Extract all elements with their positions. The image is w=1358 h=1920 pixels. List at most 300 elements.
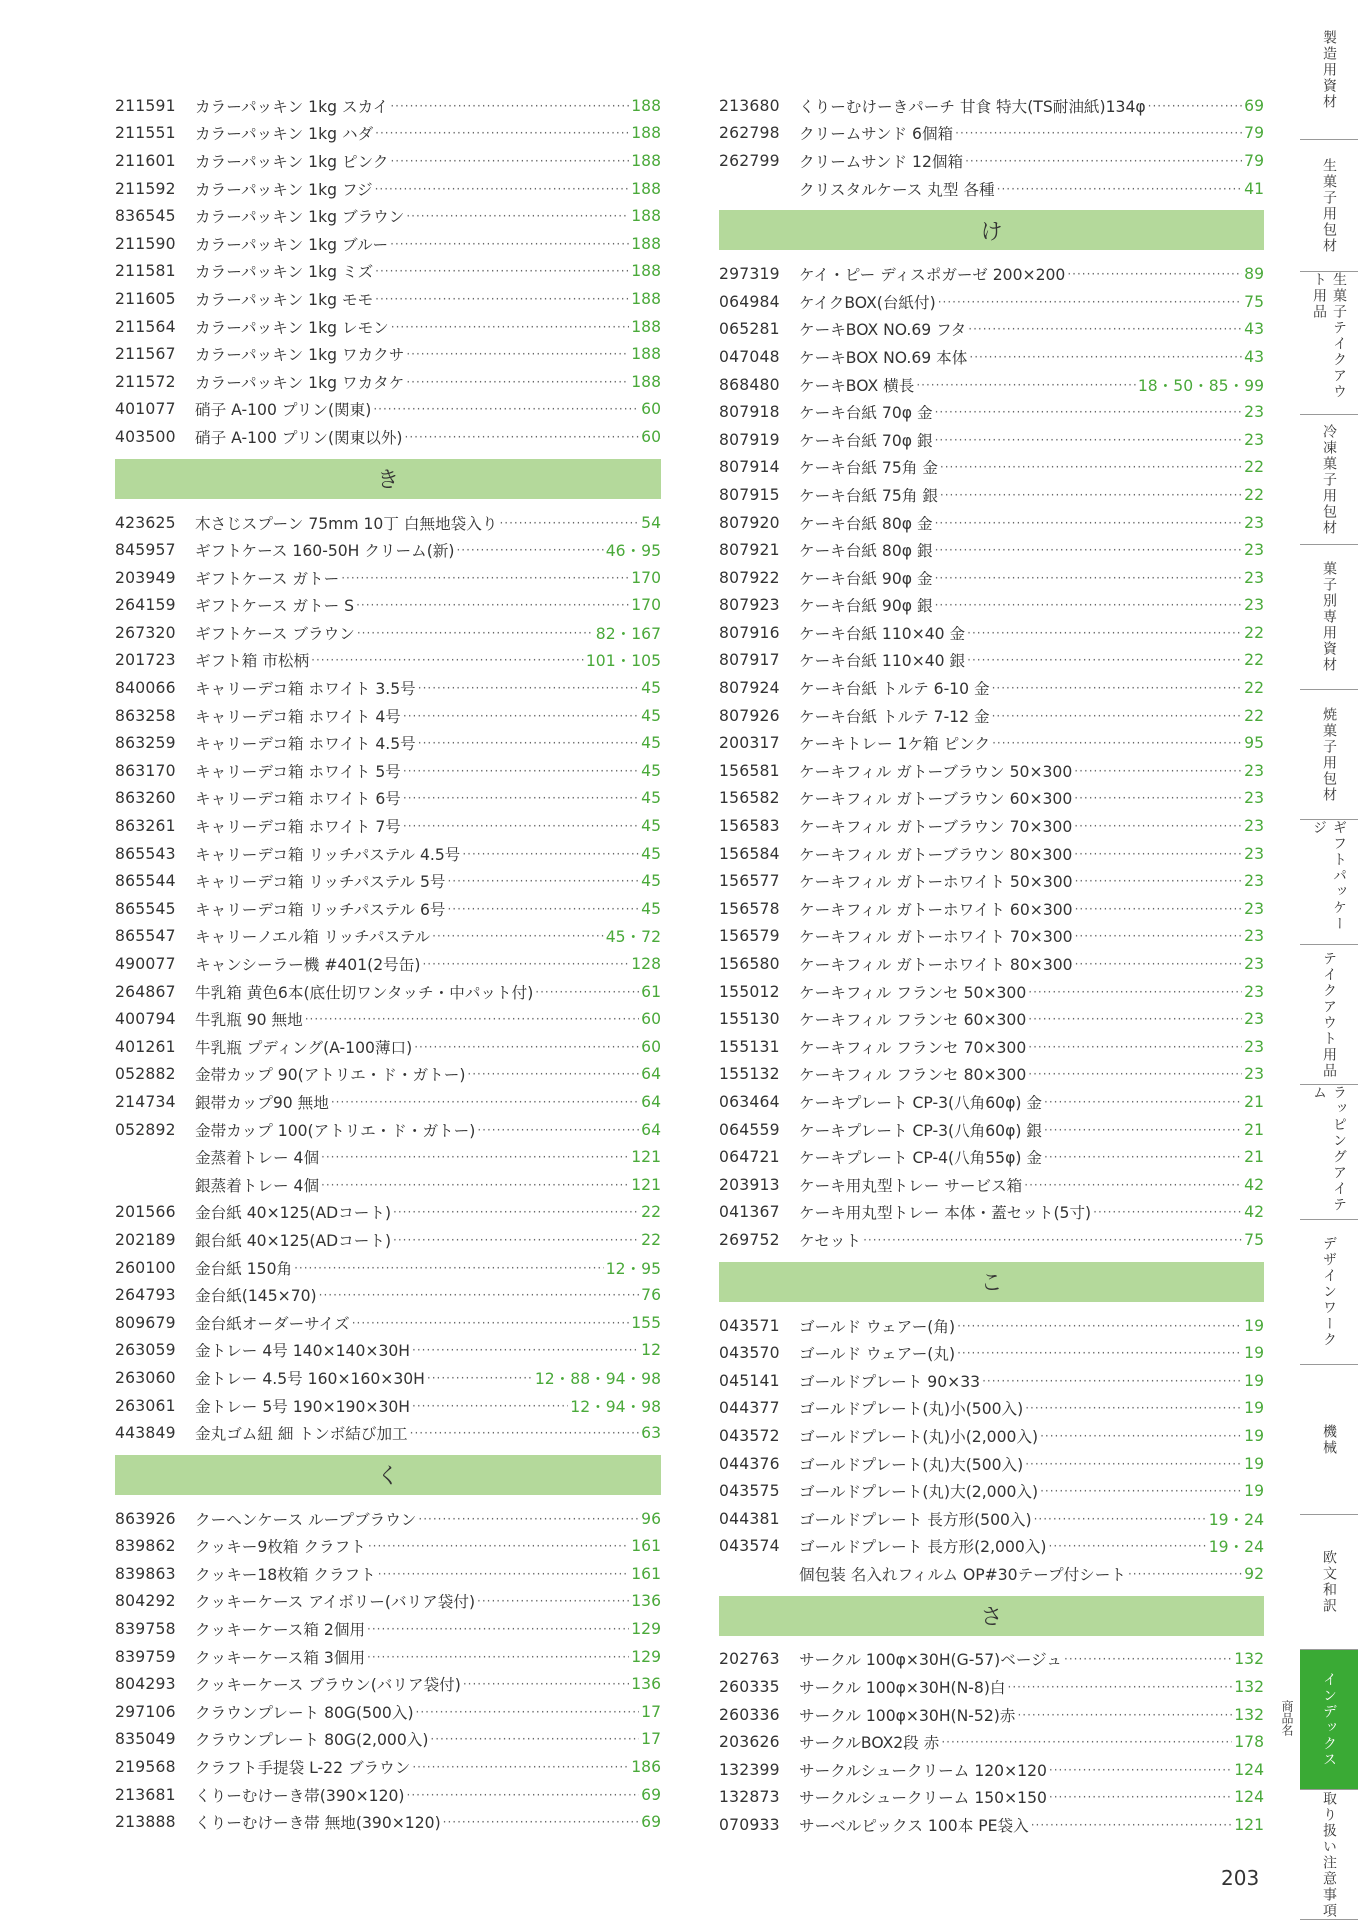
page-reference: 23	[1244, 899, 1264, 918]
page-reference: 75	[1244, 292, 1264, 311]
page-reference: 188	[631, 151, 661, 170]
index-entry	[115, 1364, 661, 1392]
product-code: 260335	[719, 1678, 780, 1697]
index-entry	[719, 1533, 1264, 1561]
product-code: 211567	[115, 345, 176, 364]
dot-leader	[477, 1123, 639, 1137]
dot-leader	[406, 375, 629, 389]
page-reference: 188	[631, 345, 661, 364]
product-name: ゴールドプレート 90×33	[799, 1372, 981, 1391]
product-name: ケーキ台紙 90φ 金	[799, 569, 933, 588]
product-name: キャリーデコ箱 ホワイト 4.5号	[195, 735, 416, 754]
section-tab-label: ギフトパッケージ	[1311, 820, 1347, 932]
dot-leader	[1044, 1095, 1242, 1109]
page-reference: 161	[631, 1564, 661, 1583]
product-code: 156578	[719, 899, 780, 918]
dot-leader	[1025, 1401, 1242, 1415]
dot-leader	[863, 1233, 1242, 1247]
index-entry	[719, 1367, 1264, 1395]
page-reference: 43	[1244, 347, 1264, 366]
product-code: 211581	[115, 262, 176, 281]
dot-leader	[969, 350, 1242, 364]
dot-leader	[367, 1622, 629, 1636]
dot-leader	[391, 320, 629, 334]
dot-leader	[916, 378, 1136, 392]
page-reference: 19	[1244, 1426, 1264, 1445]
index-entry	[115, 368, 661, 396]
section-tab[interactable]	[1300, 1790, 1358, 1920]
index-entry	[115, 1337, 661, 1365]
product-code: 155130	[719, 1010, 780, 1029]
product-code: 156579	[719, 927, 780, 946]
product-code: 211592	[115, 179, 176, 198]
index-entry	[719, 316, 1264, 344]
product-code: 203913	[719, 1175, 780, 1194]
index-entry	[719, 1701, 1264, 1729]
section-tab-label: インデックス	[1321, 1671, 1337, 1768]
page-reference: 23	[1244, 817, 1264, 836]
section-tab[interactable]	[1300, 1515, 1358, 1650]
page-reference: 23	[1244, 430, 1264, 449]
product-code: 070933	[719, 1816, 780, 1835]
page-reference: 22	[1244, 651, 1264, 670]
product-code: 202189	[115, 1230, 176, 1249]
page-reference: 45	[641, 817, 661, 836]
index-entry	[115, 1171, 661, 1199]
product-name: キャリーデコ箱 ホワイト 4号	[195, 707, 401, 726]
product-code: 156581	[719, 761, 780, 780]
page-reference: 17	[641, 1730, 661, 1749]
product-code: 203949	[115, 568, 176, 587]
index-entry	[115, 396, 661, 424]
dot-leader	[367, 1650, 629, 1664]
dot-leader	[403, 819, 639, 833]
section-tab[interactable]	[1300, 140, 1358, 272]
index-entry	[719, 1088, 1264, 1116]
product-code: 213681	[115, 1785, 176, 1804]
index-entry	[719, 923, 1264, 951]
product-code: 863259	[115, 734, 176, 753]
product-code: 836545	[115, 207, 176, 226]
page-reference: 19	[1244, 1482, 1264, 1501]
dot-leader	[375, 126, 629, 140]
section-tab[interactable]	[1300, 0, 1358, 140]
dot-leader	[957, 1319, 1242, 1333]
index-entry	[719, 1226, 1264, 1254]
index-entry	[115, 175, 661, 203]
page-reference: 45・72	[605, 928, 661, 947]
product-name: ケーキプレート CP-3(八角60φ) 銀	[799, 1121, 1043, 1140]
dot-leader	[447, 902, 639, 916]
product-code: 043571	[719, 1316, 780, 1335]
dot-leader	[405, 430, 640, 444]
page-reference: 124	[1234, 1788, 1264, 1807]
page-reference: 23	[1244, 789, 1264, 808]
index-entry	[719, 1143, 1264, 1171]
page-reference: 64	[641, 1092, 661, 1111]
product-code: 045141	[719, 1371, 780, 1390]
index-entry	[115, 1033, 661, 1061]
section-tab[interactable]	[1300, 1650, 1358, 1790]
page-reference: 136	[631, 1592, 661, 1611]
product-code: 201723	[115, 651, 176, 670]
product-name: クッキーケース ブラウン(バリア袋付)	[195, 1676, 461, 1695]
section-header: き	[115, 459, 661, 499]
section-tab-label: デザインワーク	[1321, 1236, 1337, 1348]
dot-leader	[499, 516, 639, 530]
product-code: 809679	[115, 1313, 176, 1332]
dot-leader	[341, 571, 629, 585]
page-reference: 170	[631, 596, 661, 615]
index-entry	[719, 950, 1264, 978]
product-name: ケーキ台紙 80φ 金	[799, 514, 933, 533]
product-name: ケーキ台紙 70φ 金	[799, 404, 933, 423]
page-reference: 60	[641, 427, 661, 446]
page-reference: 79	[1244, 151, 1264, 170]
product-code: 807916	[719, 623, 780, 642]
section-tab[interactable]	[1300, 1220, 1358, 1365]
dot-leader	[982, 1374, 1242, 1388]
product-name: クリームサンド 6個箱	[799, 125, 954, 144]
page-reference: 82・167	[595, 624, 661, 643]
page-reference: 188	[631, 179, 661, 198]
product-name: ケーキ台紙 70φ 銀	[799, 431, 933, 450]
page-reference: 95	[1244, 734, 1264, 753]
dot-leader	[319, 1288, 640, 1302]
index-entry	[719, 1646, 1264, 1674]
product-code: 490077	[115, 955, 176, 974]
index-entry	[719, 674, 1264, 702]
dot-leader	[1028, 985, 1242, 999]
page-number: 203	[1221, 1866, 1260, 1890]
dot-leader	[403, 764, 639, 778]
page-reference: 21	[1244, 1148, 1264, 1167]
product-code: 211572	[115, 372, 176, 391]
product-code: 807918	[719, 403, 780, 422]
page-reference: 60	[641, 400, 661, 419]
dot-leader	[1049, 1790, 1232, 1804]
page-reference: 121	[631, 1175, 661, 1194]
index-entry	[719, 1450, 1264, 1478]
product-name: ケーキ台紙 トルテ 6-10 金	[799, 680, 990, 699]
index-entry	[719, 757, 1264, 785]
dot-leader	[535, 985, 639, 999]
index-entry	[719, 1199, 1264, 1227]
page-reference: 19	[1244, 1371, 1264, 1390]
product-name: 牛乳箱 黄色6本(底仕切ワンタッチ・中パット付)	[195, 983, 534, 1002]
product-name: ゴールド ウェアー(丸)	[799, 1345, 956, 1364]
dot-leader	[1028, 1040, 1242, 1054]
page-reference: 22	[1244, 679, 1264, 698]
page-reference: 23	[1244, 982, 1264, 1001]
product-code: 064984	[719, 292, 780, 311]
dot-leader	[477, 1594, 629, 1608]
section-tab[interactable]	[1300, 690, 1358, 820]
page-reference: 79	[1244, 124, 1264, 143]
index-entry	[115, 509, 661, 537]
page-reference: 128	[631, 955, 661, 974]
dot-leader	[968, 322, 1242, 336]
product-code: 155132	[719, 1065, 780, 1084]
index-entry	[115, 812, 661, 840]
index-entry	[115, 285, 661, 313]
index-entry	[115, 120, 661, 148]
page-reference: 12・95	[605, 1259, 661, 1278]
index-entry	[115, 340, 661, 368]
product-code: 865544	[115, 872, 176, 891]
product-code: 807917	[719, 651, 780, 670]
product-name: 金台紙 40×125(ADコート)	[195, 1204, 392, 1223]
section-tab-label: 欧文和訳	[1321, 1550, 1337, 1614]
page-reference: 75	[1244, 1230, 1264, 1249]
dot-leader	[462, 847, 639, 861]
product-name: キャンシーラー機 #401(2号缶)	[195, 956, 421, 975]
page-reference: 23	[1244, 872, 1264, 891]
section-tab[interactable]	[1300, 545, 1358, 690]
product-code: 262798	[719, 124, 780, 143]
product-code: 443849	[115, 1424, 176, 1443]
page-reference: 45	[641, 789, 661, 808]
page-reference: 22	[641, 1230, 661, 1249]
product-code: 865545	[115, 899, 176, 918]
page-reference: 21	[1244, 1120, 1264, 1139]
page-reference: 23	[1244, 955, 1264, 974]
page-reference: 12	[641, 1341, 661, 1360]
page-reference: 22	[641, 1203, 661, 1222]
product-code: 213680	[719, 96, 780, 115]
dot-leader	[418, 1512, 639, 1526]
page-reference: 17	[641, 1702, 661, 1721]
index-entry	[115, 1808, 661, 1836]
product-name: 金蒸着トレー 4個	[195, 1149, 320, 1168]
product-name: ケーキBOX 横長	[799, 376, 915, 395]
product-name: クーヘンケース ループブラウン	[195, 1510, 417, 1529]
page-reference: 60	[641, 1010, 661, 1029]
product-name: 銀蒸着トレー 4個	[195, 1176, 320, 1195]
section-tab[interactable]	[1300, 820, 1358, 945]
product-name: クッキーケース箱 2個用	[195, 1621, 366, 1640]
dot-leader	[418, 681, 639, 695]
dot-leader	[1074, 791, 1242, 805]
index-entry	[115, 1005, 661, 1033]
product-name: 牛乳瓶 90 無地	[195, 1011, 303, 1030]
dot-leader	[1067, 267, 1242, 281]
section-tab[interactable]	[1300, 1085, 1358, 1220]
index-entry	[719, 147, 1264, 175]
page-reference: 19・24	[1208, 1510, 1264, 1529]
product-code: 807924	[719, 679, 780, 698]
index-entry	[719, 454, 1264, 482]
index-entry	[719, 260, 1264, 288]
index-entry	[115, 1588, 661, 1616]
dot-leader	[305, 1012, 639, 1026]
product-name: サークルBOX2段 赤	[799, 1734, 940, 1753]
page-reference: 42	[1244, 1175, 1264, 1194]
product-name: ギフト箱 市松柄	[195, 652, 310, 671]
index-entry	[115, 1670, 661, 1698]
product-code: 156582	[719, 789, 780, 808]
index-entry	[719, 398, 1264, 426]
product-name: 木さじスプーン 75mm 10丁 白無地袋入り	[195, 514, 498, 533]
product-code: 052892	[115, 1120, 176, 1139]
index-entry	[115, 1061, 661, 1089]
dot-leader	[1040, 1484, 1242, 1498]
dot-leader	[935, 598, 1243, 612]
dot-leader	[373, 402, 639, 416]
dot-leader	[390, 237, 629, 251]
product-code: 807920	[719, 513, 780, 532]
product-name: ケーキフィル ガトーブラウン 80×300	[799, 845, 1073, 864]
dot-leader	[1044, 1150, 1242, 1164]
index-entry	[719, 536, 1264, 564]
dot-leader	[331, 1095, 639, 1109]
product-name: ケーキ台紙 110×40 金	[799, 624, 966, 643]
product-name: ケーキ台紙 75角 金	[799, 459, 938, 478]
dot-leader	[427, 1371, 533, 1385]
product-name: サークル 100φ×30H(N-8)白	[799, 1679, 1006, 1698]
index-entry	[115, 757, 661, 785]
dot-leader	[935, 571, 1243, 585]
dot-leader	[1064, 1652, 1232, 1666]
index-entry	[115, 647, 661, 675]
page-reference: 155	[631, 1313, 661, 1332]
product-code: 211591	[115, 96, 176, 115]
page-reference: 22	[1244, 485, 1264, 504]
product-code: 297106	[115, 1702, 176, 1721]
product-name: カラーパッキン 1kg ワカクサ	[195, 346, 405, 365]
index-entry	[719, 1673, 1264, 1701]
product-name: サークルシュークリーム 150×150	[799, 1789, 1047, 1808]
dot-leader	[1049, 1539, 1207, 1553]
page-reference: 178	[1234, 1733, 1264, 1752]
page-reference: 23	[1244, 927, 1264, 946]
page-reference: 19	[1244, 1399, 1264, 1418]
product-code: 211605	[115, 289, 176, 308]
index-entry	[719, 978, 1264, 1006]
dot-leader	[1075, 957, 1243, 971]
product-code: 264867	[115, 982, 176, 1001]
product-name: クッキーケース箱 3個用	[195, 1648, 366, 1667]
page-reference: 69	[641, 1785, 661, 1804]
product-code: 132873	[719, 1788, 780, 1807]
index-entry	[719, 564, 1264, 592]
product-name: ケセット	[799, 1231, 862, 1250]
page-reference: 19・24	[1208, 1538, 1264, 1557]
section-tab-label: 製造用資材	[1321, 29, 1337, 110]
page-reference: 132	[1234, 1705, 1264, 1724]
dot-leader	[375, 292, 629, 306]
dot-leader	[311, 653, 584, 667]
page-reference: 76	[641, 1286, 661, 1305]
product-name: くりーむけーき帯 無地(390×120)	[195, 1814, 441, 1833]
product-name: クラフト手提袋 L-22 ブラウン	[195, 1759, 411, 1778]
index-entry	[115, 1088, 661, 1116]
page-reference: 12・94・98	[570, 1397, 661, 1416]
product-name: キャリーデコ箱 リッチパステル 6号	[195, 900, 446, 919]
page-reference: 64	[641, 1120, 661, 1139]
index-entry	[115, 1505, 661, 1533]
dot-leader	[1044, 1123, 1242, 1137]
page-reference: 41	[1244, 179, 1264, 198]
page-reference: 22	[1244, 706, 1264, 725]
section-tab[interactable]	[1300, 1365, 1358, 1515]
product-name: クリームサンド 12個箱	[799, 152, 964, 171]
dot-leader	[955, 126, 1242, 140]
product-name: ゴールドプレート(丸)大(2,000入)	[799, 1483, 1039, 1502]
index-entry	[719, 840, 1264, 868]
dot-leader	[967, 626, 1242, 640]
product-code: 839863	[115, 1564, 176, 1583]
page-reference: 188	[631, 262, 661, 281]
page-reference: 21	[1244, 1092, 1264, 1111]
section-tab[interactable]	[1300, 945, 1358, 1085]
index-entry	[719, 1171, 1264, 1199]
product-name: 金台紙 150角	[195, 1259, 293, 1278]
page-reference: 43	[1244, 320, 1264, 339]
page-reference: 69	[641, 1813, 661, 1832]
product-name: キャリーデコ箱 ホワイト 6号	[195, 790, 401, 809]
dot-leader	[1028, 1012, 1242, 1026]
section-header: さ	[719, 1596, 1264, 1636]
product-name: キャリーデコ箱 ホワイト 5号	[195, 762, 401, 781]
dot-leader	[997, 182, 1243, 196]
page-reference: 161	[631, 1537, 661, 1556]
product-name: サークルシュークリーム 120×120	[799, 1761, 1047, 1780]
index-entry	[719, 481, 1264, 509]
index-entry	[115, 230, 661, 258]
page-reference: 129	[631, 1620, 661, 1639]
product-code: 047048	[719, 347, 780, 366]
page-reference: 188	[631, 372, 661, 391]
product-code: 201566	[115, 1203, 176, 1222]
product-code: 269752	[719, 1230, 780, 1249]
product-code: 064559	[719, 1120, 780, 1139]
index-entry	[115, 978, 661, 1006]
dot-leader	[1017, 1708, 1232, 1722]
product-code: 041367	[719, 1203, 780, 1222]
index-entry	[115, 674, 661, 702]
dot-leader	[1148, 99, 1243, 113]
product-code: 219568	[115, 1758, 176, 1777]
product-name: 硝子 A-100 プリン(関東以外)	[195, 428, 403, 447]
dot-leader	[393, 1233, 639, 1247]
product-code: 804293	[115, 1675, 176, 1694]
product-name: ケーキ台紙 トルテ 7-12 金	[799, 707, 990, 726]
product-name: ケーキフィル ガトーブラウン 60×300	[799, 790, 1073, 809]
section-tab[interactable]	[1300, 415, 1358, 545]
product-code: 863260	[115, 789, 176, 808]
index-entry	[115, 1254, 661, 1282]
product-code: 423625	[115, 513, 176, 532]
dot-leader	[940, 488, 1242, 502]
section-tab-label: ラッピングアイテム	[1311, 1085, 1347, 1213]
page-reference: 45	[641, 899, 661, 918]
product-name: クッキーケース アイボリー(バリア袋付)	[195, 1593, 476, 1612]
dot-leader	[1074, 819, 1242, 833]
product-code: 804292	[115, 1592, 176, 1611]
dot-leader	[368, 1539, 629, 1553]
dot-leader	[1075, 874, 1243, 888]
product-name: 硝子 A-100 プリン(関東)	[195, 401, 372, 420]
product-code: 262799	[719, 151, 780, 170]
product-name: カラーパッキン 1kg ブラウン	[195, 208, 405, 227]
section-tab[interactable]	[1300, 272, 1358, 415]
dot-leader	[967, 653, 1242, 667]
product-name: 金トレー 5号 190×190×30H	[195, 1397, 411, 1416]
product-name: ケーキ用丸型トレー 本体・蓋セット(5寸)	[799, 1204, 1092, 1223]
dot-leader	[375, 264, 629, 278]
dot-leader	[940, 460, 1242, 474]
